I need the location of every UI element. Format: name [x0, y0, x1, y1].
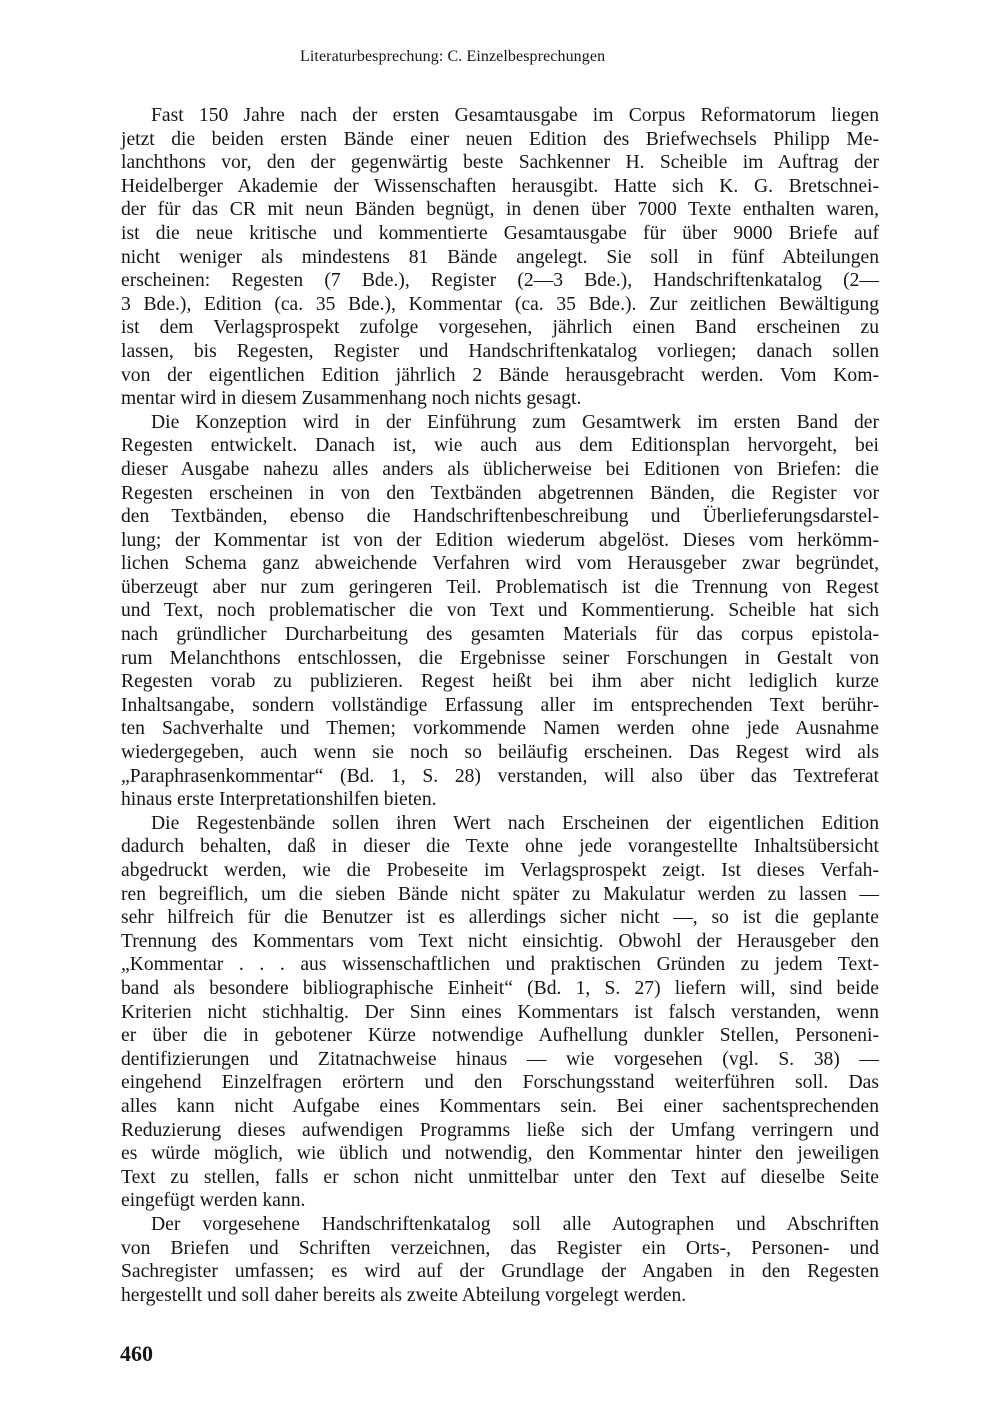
text-line: Regesten entwickelt. Danach ist, wie auch aus dem Editionsplan hervorgeht, bei — [121, 435, 879, 457]
text-line: 3 Bde.), Edition (ca. 35 Bde.), Kommentar (ca. 35 Bde.). Zur zeitlichen Bewältigung — [121, 293, 879, 315]
text-line: Kriterien nicht stichhaltig. Der Sinn eines Kommentars ist falsch verstanden, wenn — [121, 1001, 879, 1023]
text-line: dieser Ausgabe nahezu alles anders als üblicherweise bei Editionen von Briefen: die — [121, 458, 879, 480]
text-line: Fast 150 Jahre nach der ersten Gesamtausgabe im Corpus Reformatorum liegen — [151, 105, 879, 126]
text-line: Der vorgesehene Handschriftenkatalog soll alle Autographen und Abschriften — [151, 1213, 879, 1235]
text-line: band als besondere bibliographische Einheit“ (Bd. 1, S. 27) liefern will, sind beide — [121, 977, 879, 999]
text-line: ist dem Verlagsprospekt zufolge vorgesehen, jährlich einen Band erscheinen zu — [121, 317, 879, 339]
text-line: den Textbänden, ebenso die Handschriftenbeschreibung und Überlieferungsdarstel- — [121, 506, 879, 528]
text-line: Reduzierung dieses aufwendigen Programms ließe sich der Umfang verringern und — [121, 1119, 879, 1141]
text-line: erscheinen: Regesten (7 Bde.), Register (2—3 Bde.), Handschriftenkatalog (2— — [121, 270, 879, 292]
text-line: eingefügt werden kann. — [121, 1190, 306, 1212]
text-line: wiedergegeben, auch wenn sie noch so beiläufig erscheinen. Das Regest wird als — [121, 742, 879, 764]
text-line: von der eigentlichen Edition jährlich 2 Bände herausgebracht werden. Vom Kom- — [121, 364, 879, 386]
text-line: er über die in gebotener Kürze notwendige Aufhellung dunkler Stellen, Personeni- — [121, 1025, 879, 1047]
text-line: nicht weniger als mindestens 81 Bände angelegt. Sie soll in fünf Abteilungen — [121, 246, 879, 268]
paragraph — [121, 1213, 879, 1307]
paragraph — [121, 411, 879, 812]
text-line: ten Sachverhalte und Themen; vorkommende Namen werden ohne jede Ausnahme — [121, 718, 879, 740]
text-line: dadurch behalten, daß in dieser die Texte ohne jede vorangestellte Inhaltsübersicht — [121, 836, 879, 858]
text-line: Regesten vorab zu publizieren. Regest heißt bei ihm aber nicht lediglich kurze — [121, 671, 879, 693]
text-line: von Briefen und Schriften verzeichnen, das Register ein Orts-, Personen- und — [121, 1237, 879, 1259]
text-line: überzeugt aber nur zum geringeren Teil. Problematisch ist die Trennung von Regest — [121, 576, 879, 598]
text-line: rum Melanchthons entschlossen, die Ergebnisse seiner Forschungen in Gestalt von — [121, 647, 879, 669]
text-line: mentar wird in diesem Zusammenhang noch nichts gesagt. — [121, 388, 582, 410]
text-line: Inhaltsangabe, sondern vollständige Erfassung aller im entsprechenden Text berühr- — [121, 694, 879, 716]
text-line: Die Regestenbände sollen ihren Wert nach Erscheinen der eigentlichen Edition — [151, 812, 879, 834]
text-line: dentifizierungen und Zitatnachweise hinaus — wie vorgesehen (vgl. S. 38) — — [121, 1048, 879, 1070]
body-text — [121, 104, 879, 1307]
text-line: Text zu stellen, falls er schon nicht unmittelbar unter den Text auf dieselbe Seite — [121, 1166, 879, 1188]
text-line: es würde möglich, wie üblich und notwendig, den Kommentar hinter den jeweiligen — [121, 1143, 879, 1165]
text-line: Sachregister umfassen; es wird auf der Grundlage der Angaben in den Regesten — [121, 1261, 879, 1283]
text-line: Trennung des Kommentars vom Text nicht einsichtig. Obwohl der Herausgeber den — [121, 930, 879, 952]
paragraph — [121, 104, 879, 411]
text-line: Regesten erscheinen in von den Textbänden abgetrennen Bänden, die Register vor — [121, 482, 879, 504]
text-line: eingehend Einzelfragen erörtern und den Forschungsstand weiterführen soll. Das — [121, 1072, 879, 1094]
text-line: ist die neue kritische und kommentierte Gesamtausgabe für über 9000 Briefe auf — [121, 222, 879, 244]
text-line: hinaus erste Interpretationshilfen bieten. — [121, 789, 437, 811]
text-line: lung; der Kommentar ist von der Edition wiederum abgelöst. Dieses vom herkömm- — [121, 529, 879, 551]
paragraph — [121, 812, 879, 1213]
text-line: ren begreiflich, um die sieben Bände nicht später zu Makulatur werden zu lassen — — [121, 883, 879, 905]
text-line: lanchthons vor, den der gegenwärtig beste Sachkenner H. Scheible im Auftrag der — [121, 152, 879, 174]
page-number: 460 — [120, 1341, 153, 1366]
running-head: Literaturbesprechung: C. Einzelbesprechungen — [300, 48, 606, 65]
text-line: und Text, noch problematischer die von Text und Kommentierung. Scheible hat sich — [121, 600, 879, 622]
text-line: jetzt die beiden ersten Bände einer neuen Edition des Briefwechsels Philipp Me- — [121, 128, 879, 150]
text-line: lassen, bis Regesten, Register und Handschriftenkatalog vorliegen; danach sollen — [121, 340, 879, 362]
text-line: „Paraphrasenkommentar“ (Bd. 1, S. 28) verstanden, will also über das Textreferat — [121, 765, 879, 787]
text-line: Die Konzeption wird in der Einführung zum Gesamtwerk im ersten Band der — [151, 411, 879, 433]
text-line: „Kommentar . . . aus wissenschaftlichen und praktischen Gründen zu jedem Text- — [121, 954, 879, 976]
text-line: Heidelberger Akademie der Wissenschaften herausgibt. Hatte sich K. G. Bretschnei- — [121, 175, 879, 197]
text-line: nach gründlicher Durcharbeitung des gesamten Materials für das corpus epistola- — [121, 624, 879, 646]
text-line: der für das CR mit neun Bänden begnügt, in denen über 7000 Texte enthalten waren, — [121, 199, 879, 221]
text-line: sehr hilfreich für die Benutzer ist es allerdings sicher nicht —, so ist die geplante — [121, 907, 879, 929]
text-line: hergestellt und soll daher bereits als zweite Abteilung vorgelegt werden. — [121, 1284, 687, 1306]
text-line: abgedruckt werden, wie die Probeseite im Verlagsprospekt zeigt. Ist dieses Verfah- — [121, 860, 879, 881]
text-line: alles kann nicht Aufgabe eines Kommentars sein. Bei einer sachentsprechenden — [121, 1095, 879, 1117]
text-line: lichen Schema ganz abweichende Verfahren wird vom Herausgeber zwar begründet, — [121, 553, 879, 575]
